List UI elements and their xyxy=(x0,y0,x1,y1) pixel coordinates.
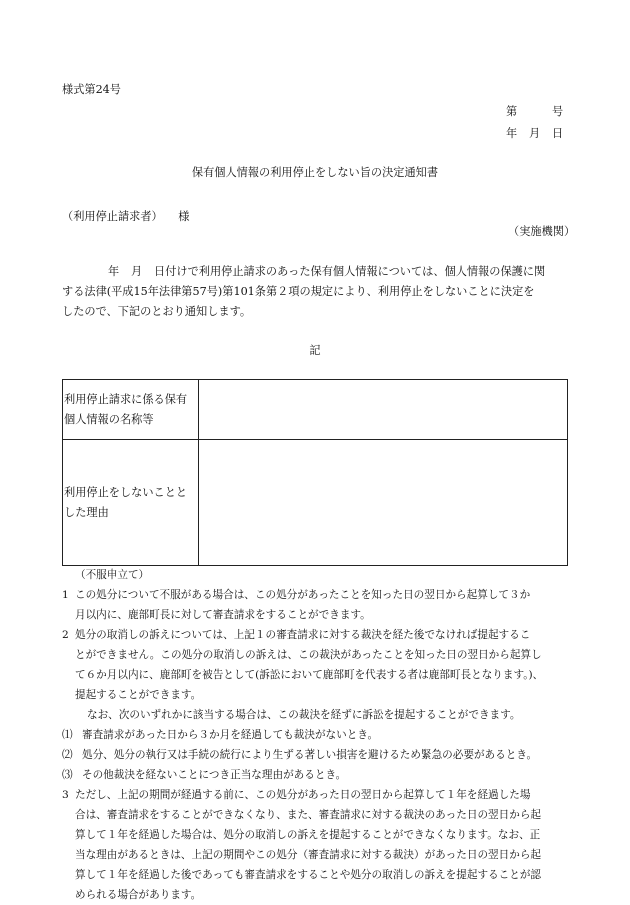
note-item xyxy=(62,625,568,725)
issuer: （実施機関） xyxy=(508,225,576,238)
note-text: められる場合があります。 xyxy=(75,889,202,901)
note-item xyxy=(62,785,568,905)
sub-text: 処分、処分の執行又は手続の続行により生ずる著しい損害を避けるため緊急の必要があるとき。 xyxy=(82,749,538,761)
note-text: この処分について不服がある場合は、この処分があったことを知った日の翌日から起算して３か xyxy=(75,589,531,601)
row-label xyxy=(63,440,199,566)
date-year: 年 xyxy=(506,127,518,140)
body-line-2: する法律(平成15年法律第57号)第101条第２項の規定により、利用停止をしないことに決定を xyxy=(62,285,535,298)
note-text: 月以内に、鹿部町長に対して審査請求をすることができます。 xyxy=(75,609,371,621)
sub-number: ⑵ xyxy=(62,749,73,761)
sub-item xyxy=(62,765,568,785)
row-label-line: 個人情報の名称等 xyxy=(64,412,154,426)
info-table xyxy=(62,379,568,566)
note-text: ただし、上記の期間が経過する前に、この処分があった日の翌日から起算して１年を経過した場 xyxy=(75,789,531,801)
row-label-line: 利用停止請求に係る保有 xyxy=(64,392,188,406)
sub-item xyxy=(62,745,568,765)
note-text: 提起することができます。 xyxy=(75,689,202,701)
notes-heading: （不服申立て） xyxy=(75,569,150,581)
note-text: 当な理由があるときは、上記の期間やこの処分（審査請求に対する裁決）があった日の翌日から起 xyxy=(75,849,542,861)
row-value xyxy=(199,440,568,566)
document-title: 保有個人情報の利用停止をしない旨の決定通知書 xyxy=(191,166,439,179)
note-text: なお、次のいずれかに該当する場合は、この裁決を経ずに訴訟を提起することができます。 xyxy=(87,709,521,721)
number-label-suffix: 号 xyxy=(552,105,564,118)
table-row xyxy=(63,440,568,566)
date-month: 月 xyxy=(529,127,541,140)
note-number: 2 xyxy=(62,629,69,641)
body-line-1-text: 日付けで利用停止請求のあった保有個人情報については、個人情報の保護に関 xyxy=(154,265,546,278)
note-number: 1 xyxy=(62,589,69,601)
note-text: 処分の取消しの訴えについては、上記１の審査請求に対する裁決を経た後でなければ提起するこ xyxy=(75,629,531,641)
note-text: 算して１年を経過した後であっても審査請求をすることや処分の取消しの訴えを提起することが認 xyxy=(75,869,542,881)
note-text: 合は、審査請求をすることができなくなり、また、審査請求に対する裁決のあった日の翌日から起 xyxy=(75,809,542,821)
note-number: 3 xyxy=(62,789,69,801)
form-number: 様式第24号 xyxy=(62,83,121,96)
sub-item xyxy=(62,725,568,745)
note-text: とができません。この処分の取消しの訴えは、この裁決があったことを知った日の翌日から起算し xyxy=(75,649,542,661)
date-day: 日 xyxy=(552,127,564,140)
body-month: 月 xyxy=(131,265,143,278)
row-label-line: した理由 xyxy=(64,505,109,519)
body-year: 年 xyxy=(108,265,120,278)
sub-number: ⑶ xyxy=(62,769,73,781)
sub-text: 審査請求があった日から３か月を経過しても裁決がないとき。 xyxy=(82,729,379,741)
sub-text: その他裁決を経ないことにつき正当な理由があるとき。 xyxy=(82,769,347,781)
addressee xyxy=(62,208,189,224)
number-label-prefix: 第 xyxy=(506,105,518,118)
sub-number: ⑴ xyxy=(62,729,73,741)
row-value xyxy=(199,380,568,440)
note-text: 算して１年を経過した場合は、処分の取消しの訴えを提起することができなくなります。なお、正 xyxy=(75,829,541,841)
row-label xyxy=(63,380,199,440)
note-text: て６か月以内に、鹿部町を被告として(訴訟において鹿部町を代表する者は鹿部町長となります。)、 xyxy=(75,669,544,681)
body-line-1 xyxy=(62,263,545,279)
addressee-honorific: 様 xyxy=(178,210,190,223)
addressee-name: （利用停止請求者） xyxy=(62,210,163,223)
table-row xyxy=(63,380,568,440)
row-label-line: 利用停止をしないことと xyxy=(64,485,188,499)
note-item xyxy=(62,585,568,625)
body-line-3: したので、下記のとおり通知します。 xyxy=(62,305,252,318)
ki-heading: 記 xyxy=(309,344,321,357)
appeal-notes xyxy=(62,565,568,905)
